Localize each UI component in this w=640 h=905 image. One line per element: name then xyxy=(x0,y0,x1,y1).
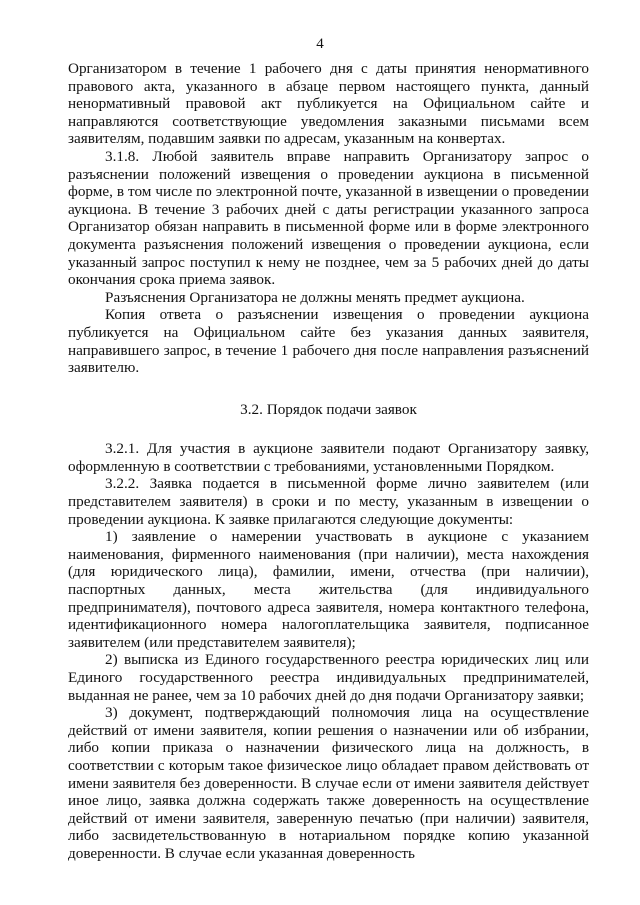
paragraph-3-1-8: 3.1.8. Любой заявитель вправе направить Организатору запрос о разъяснении положений извещения о проведении аукциона в письменной форме, в том числе по электронной почте, указанной в извещении о проведении аукциона. В течение 3 рабочих дней с даты регистрации указанного запроса Организатор обязан направить в письменной форме или в форме электронного документа разъяснения положений извещения о проведении аукциона, если указанный запрос поступил к нему не позднее, чем за 5 рабочих дней до даты окончания срока приема заявок. xyxy=(68,147,589,289)
list-item-2: 2) выписка из Единого государственного реестра юридических лиц или Единого государственного реестра индивидуальных предпринимателей, выданная не ранее, чем за 10 рабочих дней до дня подачи Организатору заявки; xyxy=(68,651,589,704)
list-item-1: 1) заявление о намерении участвовать в аукционе с указанием наименования, фирменного наименования (при наличии), места нахождения (для юридического лица), фамилии, имени, отчества (при наличии), паспортных данных, места жительства (для индивидуального предпринимателя), почтового адреса заявителя, номера контактного телефона, идентификационного номера налогоплательщика заявителя, подписанное заявителем (или представителем заявителя); xyxy=(68,528,589,651)
paragraph-3-2-2: 3.2.2. Заявка подается в письменной форме лично заявителем (или представителем заявителя) в сроки и по месту, указанным в извещении о проведении аукциона. К заявке прилагаются следующие документы: xyxy=(68,475,589,528)
paragraph-copy-of-answer: Копия ответа о разъяснении извещения о проведении аукциона публикуется на Официальном сайте без указания данных заявителя, направившего запрос, в течение 1 рабочего дня после направления разъяснений заявителю. xyxy=(68,306,589,377)
paragraph-clarification-note: Разъяснения Организатора не должны менять предмет аукциона. xyxy=(105,288,525,306)
section-heading: 3.2. Порядок подачи заявок xyxy=(240,400,417,418)
paragraph-continuation: Организатором в течение 1 рабочего дня с даты принятия ненормативного правового акта, указанного в абзаце первом настоящего пункта, данный ненормативный правовой акт публикуется на Официальном сайте и направляются соответствующие уведомления заказными письмами всем заявителям, подавшим заявки по адресам, указанным на конвертах. xyxy=(68,60,589,148)
paragraph-3-2-1: 3.2.1. Для участия в аукционе заявители подают Организатору заявку, оформленную в соответствии с требованиями, установленными Порядком. xyxy=(68,440,589,475)
page-number: 4 xyxy=(316,36,324,52)
document-body xyxy=(68,60,589,863)
list-item-3: 3) документ, подтверждающий полномочия лица на осуществление действий от имени заявителя, копии решения о назначении или об избрании, либо копии приказа о назначении физического лица на должность, в соответствии с которым такое физическое лицо обладает правом действовать от имени заявителя без доверенности. В случае если от имени заявителя действует иное лицо, заявка должна содержать также доверенность на осуществление действий от имени заявителя, заверенную печатью (при наличии) заявителя, либо засвидетельствованную в нотариальном порядке копию указанной доверенности. В случае если указанная доверенность xyxy=(68,704,589,862)
